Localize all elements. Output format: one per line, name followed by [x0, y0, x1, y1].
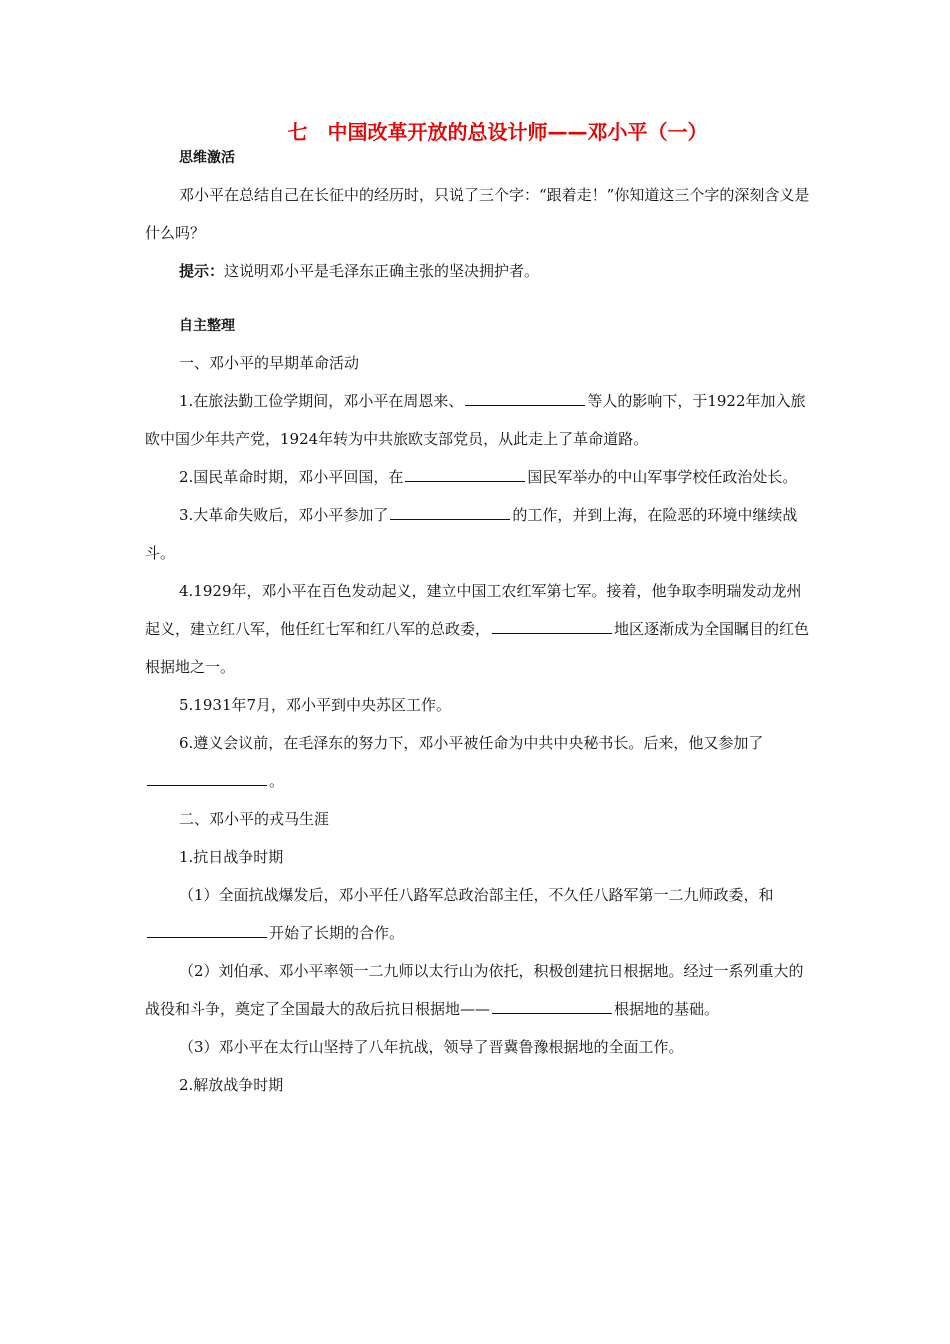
- paragraph-hint: [145, 252, 810, 290]
- list-item-6: 6.遵义会议前，在毛泽东的努力下，邓小平被任命为中共中央秘书长。后来，他又参加了。: [145, 724, 810, 800]
- fill-blank[interactable]: [147, 923, 267, 938]
- part-heading-military: 二、邓小平的戎马生涯: [179, 810, 330, 828]
- fill-blank[interactable]: [390, 505, 510, 520]
- hint-text: 这说明邓小平是毛泽东正确主张的坚决拥护者。: [224, 262, 540, 280]
- hint-label: 提示：: [179, 262, 225, 280]
- fill-blank[interactable]: [492, 999, 612, 1014]
- list-item-1: 1.在旅法勤工俭学期间，邓小平在周恩来、 等人的影响下，于1922年加入旅欧中国少年共产党，1924年转为中共旅欧支部党员，从此走上了革命道路。: [145, 392, 806, 448]
- document-page: [145, 118, 810, 1104]
- list-item-5: 5.1931年7月，邓小平到中央苏区工作。: [179, 696, 452, 714]
- paragraph-question: 邓小平在总结自己在长征中的经历时，只说了三个字：“跟着走！”你知道这三个字的深刻含义是什么吗？: [145, 186, 810, 242]
- sub-heading-liberation: 2.解放战争时期: [179, 1076, 284, 1094]
- sub-item-2: （2）刘伯承、邓小平率领一二九师以太行山为依托，积极创建抗日根据地。经过一系列重大的战役和斗争，奠定了全国最大的敌后抗日根据地—— 根据地的基础。: [145, 962, 804, 1018]
- fill-blank[interactable]: [492, 619, 612, 634]
- sub-item-3: （3）邓小平在太行山坚持了八年抗战，领导了晋冀鲁豫根据地的全面工作。: [179, 1038, 684, 1056]
- page-title: 七 中国改革开放的总设计师——邓小平（一）: [287, 120, 708, 144]
- sub-heading-anti-japanese: 1.抗日战争时期: [179, 848, 284, 866]
- list-item-4: 4.1929年，邓小平在百色发动起义，建立中国工农红军第七军。接着，他争取李明瑞发动龙州起义，建立红八军，他任红七军和红八军的总政委， 地区逐渐成为全国瞩目的红色根据地之一。: [145, 582, 810, 676]
- list-item-3: 3.大革命失败后，邓小平参加了 的工作，并到上海，在险恶的环境中继续战斗。: [145, 506, 798, 562]
- fill-blank[interactable]: [147, 771, 267, 786]
- fill-blank[interactable]: [465, 391, 585, 406]
- sub-item-1: （1）全面抗战爆发后，邓小平任八路军总政治部主任，不久任八路军第一二九师政委，和开始了长期的合作。: [145, 876, 810, 952]
- section-heading-thinking: 思维激活: [179, 150, 235, 166]
- section-heading-self-study: 自主整理: [179, 318, 235, 334]
- fill-blank[interactable]: [405, 467, 525, 482]
- part-heading-early: 一、邓小平的早期革命活动: [179, 354, 360, 372]
- list-item-2: 2.国民革命时期，邓小平回国，在 国民军举办的中山军事学校任政治处长。: [179, 468, 798, 486]
